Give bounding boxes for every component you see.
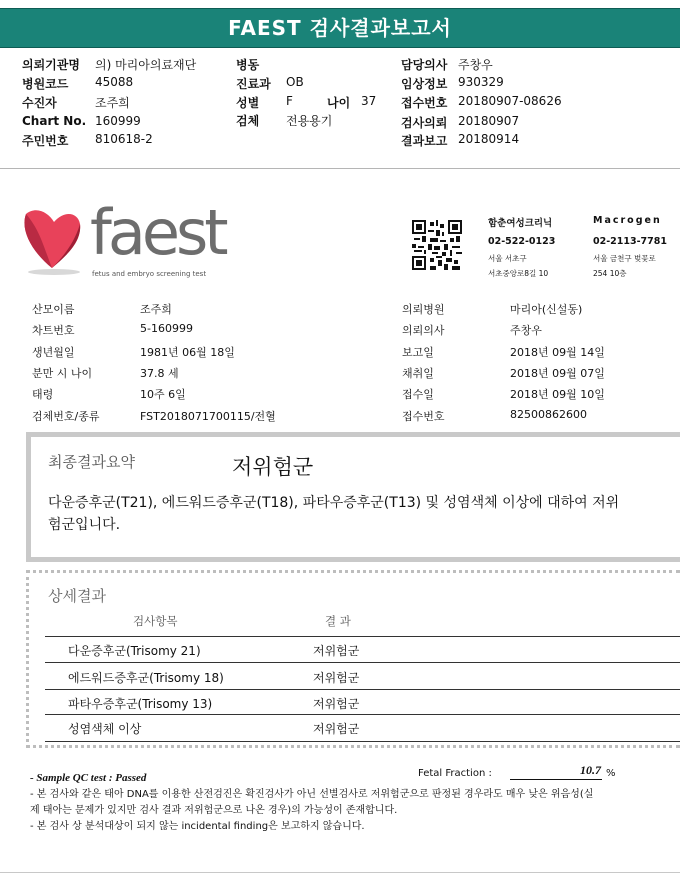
qr-code-icon [412,220,462,270]
patient-value: 10주 6일 [140,388,186,401]
header-label: 진료과 [236,77,271,91]
patient-value: 2018년 09월 07일 [510,367,605,380]
patient-label: 산모이름 [32,303,75,316]
header-label: 성별 [236,96,260,110]
patient-label: 태령 [32,388,54,401]
header-value: 주창우 [458,58,493,72]
age-value: 37 [361,94,377,108]
patient-label: 의뢰의사 [402,324,445,337]
header-label: 수진자 [22,96,57,110]
detail-label: 상세결과 [48,587,106,605]
patient-value: 37.8 세 [140,367,179,380]
patient-value: 조주희 [140,303,172,316]
table-rule [45,714,680,715]
header-label: 검체 [236,114,260,128]
patient-label: 접수일 [402,388,434,401]
header-value: 20180914 [458,132,520,146]
header-label: 임상정보 [401,77,448,91]
fetal-fraction-value: 10.7 [580,763,601,777]
header-value: 160999 [95,114,141,128]
lab2-addr2: 254 10층 [593,269,627,278]
patient-value: 5-160999 [140,322,193,335]
faest-tagline: fetus and embryo screening test [92,270,207,278]
header-value: F [286,94,293,108]
header-value: OB [286,75,304,89]
summary-text-line2: 험군입니다. [48,517,121,533]
col-item-header: 검사항목 [133,614,178,628]
patient-value: FST2018071700115/전혈 [140,410,276,423]
header-value: 20180907 [458,114,520,128]
patient-label: 접수번호 [402,410,445,423]
col-result-header: 결 과 [325,614,351,628]
patient-value: 2018년 09월 14일 [510,346,605,359]
lab2-phone: 02-2113-7781 [593,236,667,247]
footer-note-1: - 본 검사와 같은 태아 DNA를 이용한 산전검진은 확진검사가 아닌 선별검사로 저위험군으로 판정된 경우라도 매우 낮은 위음성(실 [30,789,594,800]
summary-label: 최종결과요약 [48,453,135,471]
detail-item: 에드워드증후군(Trisomy 18) [68,671,224,685]
detail-item: 성염색체 이상 [68,722,142,736]
patient-label: 채취일 [402,367,434,380]
lab2-name: Macrogen [593,215,662,226]
table-rule [45,636,680,637]
lab2-addr1: 서울 금천구 벚꽃로 [593,254,656,263]
detail-item: 다운증후군(Trisomy 21) [68,644,201,658]
patient-value: 주창우 [510,324,542,337]
patient-value: 82500862600 [510,408,587,421]
patient-label: 의뢰병원 [402,303,445,316]
summary-text-line1: 다운증후군(T21), 에드워드증후군(T18), 파타우증후군(T13) 및 성염색체 이상에 대하여 저위 [48,495,620,511]
detail-result: 저위험군 [313,644,360,658]
detail-item: 파타우증후군(Trisomy 13) [68,697,213,711]
fetal-fraction-underline [510,779,602,780]
patient-label: 차트번호 [32,324,75,337]
qc-status: - Sample QC test : Passed [30,772,147,784]
patient-value: 2018년 09월 10일 [510,388,605,401]
header-value: 조주희 [95,96,130,110]
footer-note-3: - 본 검사 상 분석대상이 되지 않는 incidental finding은 보고하지 않습니다. [30,821,365,832]
detail-result: 저위험군 [313,671,360,685]
table-rule [45,662,680,663]
lab1-addr2: 서초중앙로8길 10 [488,269,549,278]
header-value: 의) 마리아의료재단 [95,58,197,72]
header-value: 45088 [95,75,134,89]
footer-note-2: 제 태아는 문제가 있지만 검사 결과 저위험군으로 나온 경우)의 가능성이 존재합니다. [30,805,398,816]
header-value: 930329 [458,75,504,89]
fetal-fraction-label: Fetal Fraction : [418,768,492,779]
header-value: 810618-2 [95,132,153,146]
header-value: 20180907-08626 [458,94,562,108]
faest-wordmark: faest [90,196,225,269]
header-label: 의뢰기관명 [22,58,80,72]
age-label: 나이 [327,96,351,110]
patient-label: 분만 시 나이 [32,367,93,380]
header-label: 담당의사 [401,58,448,72]
header-label: Chart No. [22,114,87,128]
header-label: 병동 [236,58,260,72]
summary-result: 저위험군 [232,455,314,479]
lab1-phone: 02-522-0123 [488,236,556,247]
report-title-bar [0,8,680,48]
patient-value: 마리아(신설동) [510,303,583,316]
header-label: 주민번호 [22,134,69,148]
lab1-addr1: 서울 서초구 [488,254,527,263]
detail-result: 저위험군 [313,722,360,736]
report-title: FAEST 검사결과보고서 [228,16,452,40]
header-divider [0,168,680,169]
header-label: 검사의뢰 [401,116,448,130]
table-rule [45,689,680,690]
fetal-fraction-unit: % [606,768,616,779]
patient-value: 1981년 06월 18일 [140,346,235,359]
lab1-name: 함춘여성크리닉 [488,218,553,229]
table-rule [45,741,680,742]
faest-heart-logo-icon [18,200,88,280]
patient-label: 생년월일 [32,346,75,359]
patient-label: 보고일 [402,346,434,359]
header-label: 결과보고 [401,134,448,148]
detail-result: 저위험군 [313,697,360,711]
patient-label: 검체번호/종류 [32,410,100,423]
header-label: 병원코드 [22,77,69,91]
header-label: 접수번호 [401,96,448,110]
header-value: 전용용기 [286,114,333,128]
page-bottom-rule [0,872,680,873]
